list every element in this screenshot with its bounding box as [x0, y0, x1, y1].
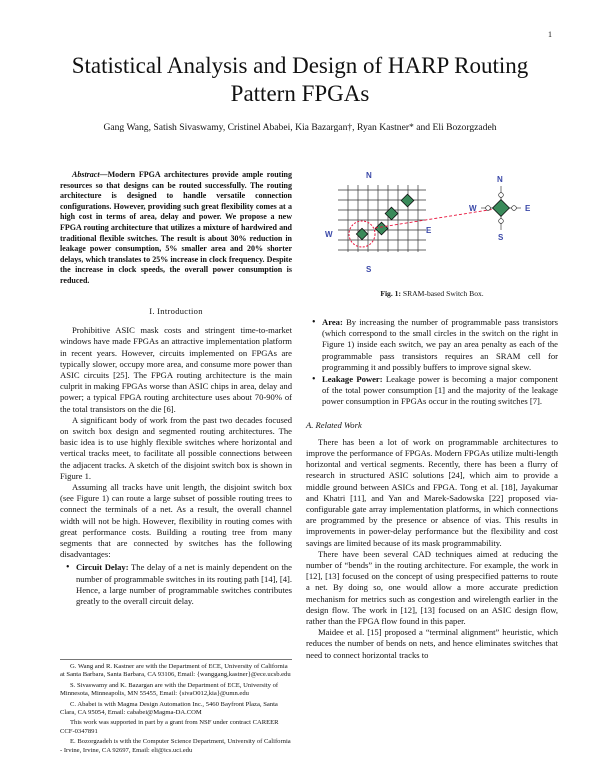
figure-caption [306, 289, 558, 298]
label-s: S [366, 265, 372, 274]
related-paragraph-1: There has been a lot of work on programmable architectures to improve the performance of FPGAs. Modern FPGAs utilize multi-length horizontal and vertical segments. Recently, there has been a flurry of research in structured ASIC solutions [24], which aim to provide a middle ground between ASICs and FPGA. Tong et al. [18], Jayakumar and Khatri [11], and Yan and Marek-Sadowska [22] proposed via-configurable gate array implementation platforms, in which connections are programmed by the presence or absence of vias. This results in improvements in power-delay performance but the flexibility and cost savings are limited because of its mask programmability. [306, 436, 558, 548]
caption-text: SRAM-based Switch Box. [402, 289, 484, 298]
zoom-label-n: N [497, 175, 503, 184]
footnote: C. Ababei is with Magma Design Automation Inc., 5460 Bayfront Plaza, Santa Clara, CA 95054, Email: cababei@Magma-DA.COM [60, 700, 278, 717]
zoom-label-e: E [525, 204, 531, 213]
zoom-label-w: W [469, 204, 477, 213]
bullet-label-delay: Circuit Delay: [76, 562, 129, 573]
footnote: This work was supported in part by a grant from NSF under contract CAREER CCF-0347891 [60, 719, 279, 735]
intro-paragraph-1: Prohibitive ASIC mask costs and stringent time-to-market windows have made FPGAs an attractive implementation platform in recent years. However, circuits implemented on FPGAs are typically slower, occupy more area, and consume more power than ASIC circuits [25]. The FPGA routing architecture is the main culprit in making FPGAs worse than ASIC chips in area, delay and power; a typical FPGA routing architecture uses about 70-90% of the total transistors on the die [6]. [60, 325, 292, 414]
footnote: E. Bozorgzadeh is with the Computer Science Department, University of California - Irvine, Irvine, CA 92697, Email: eli@ics.uci.edu [60, 738, 291, 754]
bullet-text-area: By increasing the number of programmable pass transistors (which correspond to the small circles in the switch on the right in Figure 1) inside each switch, we pay an area penalty as each of the programmable pass transistors requires an SRAM cell for programming it and possibly buffers to improve signal skew. [322, 317, 559, 372]
section-heading-introduction: I. Introduction [149, 306, 203, 316]
author-list: Gang Wang, Satish Sivaswamy, Cristinel Ababei, Kia Bazargan†, Ryan Kastner* and Eli Bozorgzadeh [103, 122, 497, 133]
paper-title: Statistical Analysis and Design of HARP Routing Pattern FPGAs [71, 53, 529, 106]
label-w: W [325, 230, 333, 239]
intro-paragraph-2: A significant body of work from the past two decades focused on switch box design and segmented routing architectures. The basic idea is to use highly flexible switches where horizontal and vertical tracks meet, to facilitate all possible connections between the adjacent tracks. A sketch of the disjoint switch box is shown in Figure 1. [60, 414, 292, 481]
bullet-text-delay: The delay of a net is mainly dependent on the number of programmable switches in its routing path [14], [4]. Hence, a large number of programmable switches contributes greatly to the overall circuit delay. [76, 562, 293, 607]
switch-points [356, 194, 414, 240]
disadvantage-list-continued [306, 317, 558, 408]
list-item [322, 317, 558, 373]
related-paragraph-2: There have been several CAD techniques aimed at reducing the number of “bends” in the routing architecture. For example, the work in [12], [13] focused on the concept of using prespecified patterns to route a net. By doing so, one would allow a more accurate prediction mechanism for metrics such as congestion and wirelength earlier in the design flow. The work in [12], [13] focused on an ASIC design flow, rather than the FPGA flow found in this paper. [306, 548, 558, 627]
zoom-label-s: S [498, 233, 504, 242]
abstract-text: Modern FPGA architectures provide ample routing resources so that designs can be routed successfully. The routing architecture is designed to handle versatile connection configurations. However, providing such great flexibility comes at a high cost in terms of area, delay and power. We propose a new FPGA routing architecture that utilizes a mixture of hardwired and traditional flexible switches. The result is about 30% reduction in leakage power consumption, 5% smaller area and 20% shorter delays, which translates to 25% increase in clock frequency. Despite the increase in clock speeds, the overall power consumption is reduced. [60, 170, 292, 285]
disadvantage-list [60, 562, 292, 607]
label-n: N [366, 171, 372, 180]
caption-label: Fig. 1: [380, 289, 401, 298]
list-item [322, 374, 558, 408]
subsection-heading-related-work: A. Related Work [306, 419, 362, 430]
right-column-text [306, 317, 558, 661]
intro-section [60, 306, 292, 608]
abstract [60, 170, 292, 287]
footnotes [60, 659, 292, 757]
footnote: S. Sivaswamy and K. Bazargan are with the Department of ECE, University of Minnesota, Minneapolis, MN 55455, Email: {sivaO012,kia}@umn.edu [60, 681, 279, 698]
intro-paragraph-3: Assuming all tracks have unit length, the disjoint switch box (see Figure 1) can route a large subset of possible routing trees to connect the terminals of a net. As a result, the overall channel width will not be high. However, flexibility in routing comes with great performance costs. Building a routing tree from many segments that are connected by switches has the following disadvantages: [60, 482, 292, 560]
switch-box-figure [316, 170, 556, 280]
abstract-lead: Abstract— [72, 170, 108, 179]
bullet-text-leakage: Leakage power is becoming a major component of the total power consumption [1] and the majority of the leakage power consumption in FPGAs occur in the routing switches [7]. [322, 374, 558, 407]
related-paragraph-3: Maidee et al. [15] proposed a “terminal alignment” heuristic, which reduces the number of bends on nets, and hence eliminates switches that need to connect horizontal tracks to [306, 627, 558, 660]
label-e: E [426, 226, 432, 235]
bullet-label-area: Area: [322, 317, 343, 327]
bullet-label-leakage: Leakage Power: [322, 374, 383, 385]
page-number: 1 [548, 30, 552, 39]
footnote: G. Wang and R. Kastner are with the Department of ECE, University of California at Santa Barbara, Santa Barbara, CA 93106, Email: {wanggang,kastner}@ece.ucsb.edu [60, 663, 291, 679]
list-item [76, 562, 292, 607]
zoomed-switch [469, 175, 531, 242]
